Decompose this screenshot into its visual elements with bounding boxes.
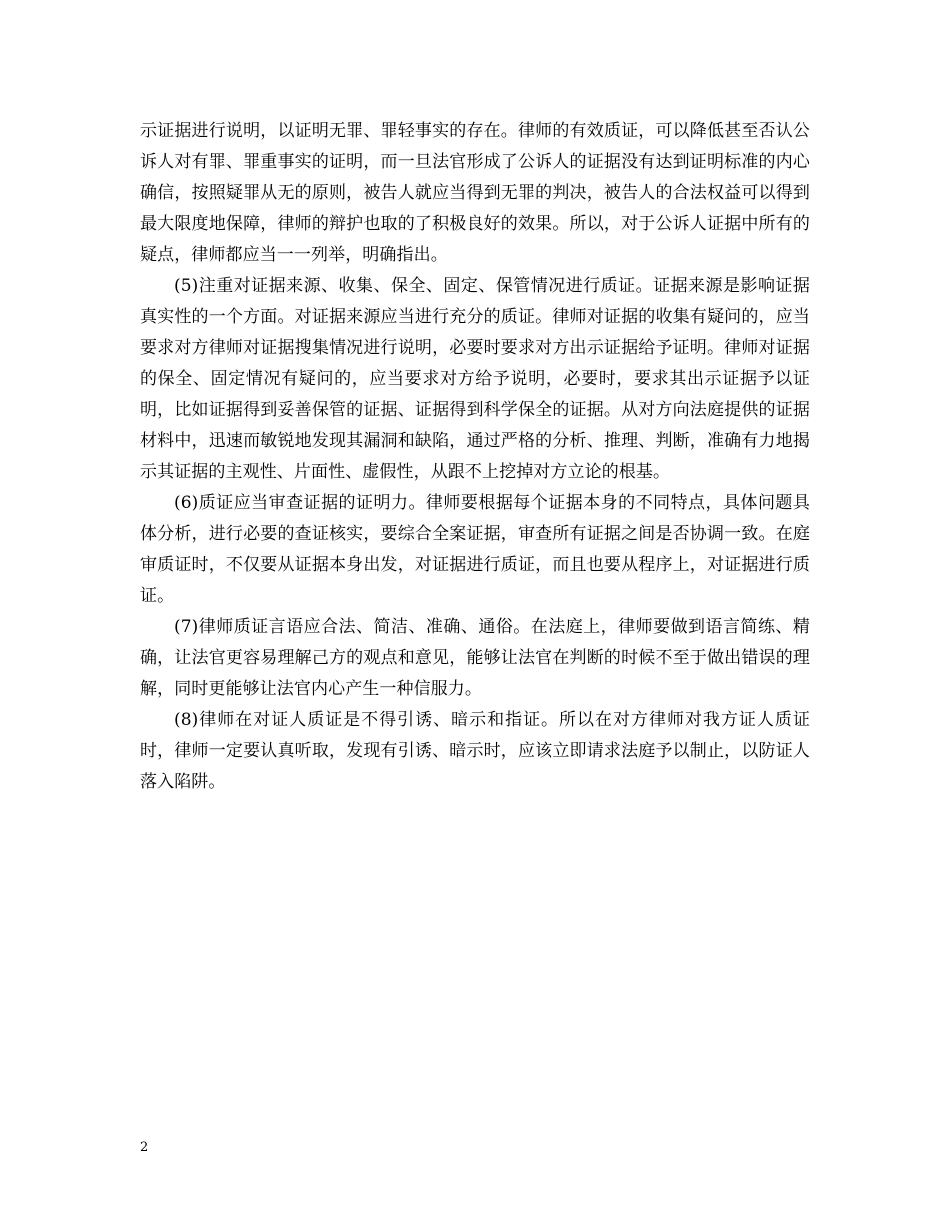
document-body — [140, 116, 810, 798]
paragraph-3: (6)质证应当审查证据的证明力。律师要根据每个证据本身的不同特点，具体问题具体分析，进行必要的查证核实，要综合全案证据，审查所有证据之间是否协调一致。在庭审质证时，不仅要从证据本身出发，对证据进行质证，而且也要从程序上，对证据进行质证。 — [140, 493, 810, 606]
paragraph-4: (7)律师质证言语应合法、简洁、准确、通俗。在法庭上，律师要做到语言简练、精确，让法官更容易理解己方的观点和意见，能够让法官在判断的时候不至于做出错误的理解，同时更能够让法官内心产生一种信服力。 — [140, 617, 810, 699]
page-number: 2 — [140, 1140, 149, 1155]
paragraph-1: 示证据进行说明，以证明无罪、罪轻事实的存在。律师的有效质证，可以降低甚至否认公诉人对有罪、罪重事实的证明，而一旦法官形成了公诉人的证据没有达到证明标准的内心确信，按照疑罪从无的原则，被告人就应当得到无罪的判决，被告人的合法权益可以得到最大限度地保障，律师的辩护也取的了积极良好的效果。所以，对于公诉人证据中所有的疑点，律师都应当一一列举，明确指出。 — [140, 121, 810, 265]
paragraph-5: (8)律师在对证人质证是不得引诱、暗示和指证。所以在对方律师对我方证人质证时，律师一定要认真听取，发现有引诱、暗示时，应该立即请求法庭予以制止，以防证人落入陷阱。 — [140, 710, 810, 792]
paragraph-2: (5)注重对证据来源、收集、保全、固定、保管情况进行质证。证据来源是影响证据真实性的一个方面。对证据来源应当进行充分的质证。律师对证据的收集有疑问的，应当要求对方律师对证据搜集情况进行说明，必要时要求对方出示证据给予证明。律师对证据的保全、固定情况有疑问的，应当要求对方给予说明，必要时，要求其出示证据予以证明，比如证据得到妥善保管的证据、证据得到科学保全的证据。从对方向法庭提供的证据材料中，迅速而敏锐地发现其漏洞和缺陷，通过严格的分析、推理、判断，准确有力地揭示其证据的主观性、片面性、虚假性，从跟不上挖掉对方立论的根基。 — [140, 276, 810, 482]
